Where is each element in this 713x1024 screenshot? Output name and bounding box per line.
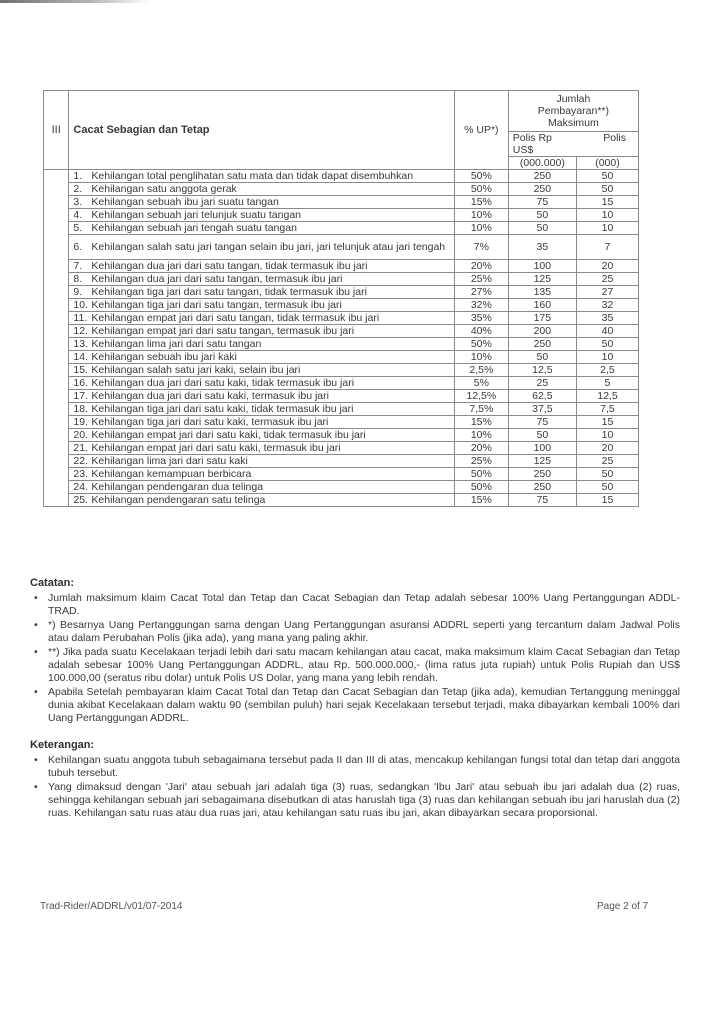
catatan-item: [30, 619, 680, 645]
section-number: III: [44, 91, 69, 170]
table-row: [44, 338, 639, 351]
us-amount-cell: 10: [576, 209, 638, 222]
pct-cell: 50%: [454, 481, 508, 494]
table-row: [44, 364, 639, 377]
item-number: 5.: [73, 222, 83, 234]
item-cell: [69, 222, 454, 235]
item-description: Kehilangan sebuah jari tengah suatu tangan: [91, 222, 297, 234]
table-row: [44, 273, 639, 286]
pct-cell: 7,5%: [454, 403, 508, 416]
rp-amount-cell: 50: [508, 222, 576, 235]
rp-amount-cell: 37,5: [508, 403, 576, 416]
item-cell: [69, 312, 454, 325]
rp-amount-cell: 250: [508, 481, 576, 494]
rp-amount-cell: 100: [508, 260, 576, 273]
us-amount-cell: 35: [576, 312, 638, 325]
item-description: Kehilangan lima jari dari satu kaki: [91, 455, 248, 467]
item-description: Kehilangan pendengaran dua telinga: [91, 481, 264, 493]
item-cell: [69, 325, 454, 338]
amount-header: [508, 91, 638, 132]
item-cell: [69, 170, 454, 183]
item-description: Kehilangan dua jari dari satu tangan, tidak termasuk ibu jari: [91, 260, 368, 272]
pct-cell: 25%: [454, 455, 508, 468]
item-number: 18.: [73, 403, 89, 415]
table-row: [44, 429, 639, 442]
item-number: 16.: [73, 377, 89, 389]
pct-cell: 27%: [454, 286, 508, 299]
us-amount-cell: 32: [576, 299, 638, 312]
catatan-section: [30, 577, 680, 726]
item-number: 8.: [73, 273, 83, 285]
col-rp-label-1: Polis Rp: [512, 132, 552, 144]
catatan-item-text: **) Jika pada suatu Kecelakaan terjadi lebih dari satu macam kehilangan atau cacat, maka maksimum klaim Cacat Sebagian dan Tetap adalah sebesar 100% Uang Pertanggungan ADDRL, atau Rp. 500.000.000,- (lima ratus juta rupiah) untuk Polis Rupiah dan US$ 100.000,00 (seratus ribu dolar) untuk Polis US Dolar, yang mana yang lebih rendah.: [48, 646, 680, 684]
pct-cell: 10%: [454, 209, 508, 222]
item-description: Kehilangan total penglihatan satu mata dan tidak dapat disembuhkan: [91, 170, 414, 182]
pct-cell: 50%: [454, 183, 508, 196]
item-number: 19.: [73, 416, 89, 428]
keterangan-item-text: Kehilangan suatu anggota tubuh sebagaimana tersebut pada II dan III di atas, mencakup kehilangan fungsi total dan tetap dari anggota tubuh tersebut.: [48, 754, 680, 779]
pct-cell: 10%: [454, 429, 508, 442]
rp-amount-cell: 12,5: [508, 364, 576, 377]
item-number: 15.: [73, 364, 89, 376]
us-amount-cell: 5: [576, 377, 638, 390]
item-number: 23.: [73, 468, 89, 480]
pct-cell: 7%: [454, 235, 508, 260]
rp-amount-cell: 25: [508, 377, 576, 390]
item-number: 21.: [73, 442, 89, 454]
item-description: Kehilangan pendengaran satu telinga: [91, 494, 266, 506]
item-number: 24.: [73, 481, 89, 493]
item-cell: [69, 183, 454, 196]
item-number: 12.: [73, 325, 89, 337]
table-row: [44, 416, 639, 429]
item-number: 2.: [73, 183, 83, 195]
us-amount-cell: 20: [576, 442, 638, 455]
item-number: 10.: [73, 299, 89, 311]
item-description: Kehilangan salah satu jari kaki, selain ibu jari: [91, 364, 301, 376]
keterangan-item-text: Yang dimaksud dengan 'Jari' atau sebuah jari adalah tiga (3) ruas, sedangkan 'Ibu Jari' atau sebuah ibu jari adalah dua (2) ruas, sehingga kehilangan sebuah jari sebagaimana disebutkan di atas haruslah tiga (3) ruas dan kehilangan sebuah ibu jari haruslah dua (2) ruas. Kehilangan satu ruas atau dua ruas jari, atau kehilangan satu ruas ibu jari, akan dibayarkan secara proporsional.: [48, 781, 680, 819]
keterangan-section: [30, 739, 680, 821]
section-number-spacer: [44, 170, 69, 507]
bullet-icon: •: [34, 781, 38, 793]
item-cell: [69, 338, 454, 351]
rp-amount-cell: 175: [508, 312, 576, 325]
pct-cell: 50%: [454, 338, 508, 351]
rp-amount-cell: 62,5: [508, 390, 576, 403]
us-amount-cell: 50: [576, 338, 638, 351]
pct-cell: 15%: [454, 416, 508, 429]
table-row: [44, 312, 639, 325]
us-amount-cell: 50: [576, 468, 638, 481]
us-amount-cell: 25: [576, 273, 638, 286]
footer-page-number: Page 2 of 7: [597, 901, 649, 912]
catatan-item: [30, 646, 680, 685]
keterangan-list: [30, 754, 680, 820]
item-cell: [69, 481, 454, 494]
item-description: Kehilangan sebuah jari telunjuk suatu tangan: [91, 209, 301, 221]
item-description: Kehilangan dua jari dari satu tangan, termasuk ibu jari: [91, 273, 343, 285]
us-amount-cell: 7,5: [576, 403, 638, 416]
rp-amount-cell: 50: [508, 351, 576, 364]
us-amount-cell: 10: [576, 429, 638, 442]
col-us-label: Polis: [603, 132, 626, 144]
keterangan-item: [30, 781, 680, 820]
item-description: Kehilangan tiga jari dari satu tangan, tidak termasuk ibu jari: [91, 286, 367, 298]
table-row: [44, 260, 639, 273]
rp-amount-cell: 250: [508, 338, 576, 351]
table-row: [44, 286, 639, 299]
item-number: 25.: [73, 494, 89, 506]
catatan-title: Catatan:: [30, 577, 75, 589]
table-row: [44, 222, 639, 235]
pct-cell: 12,5%: [454, 390, 508, 403]
pct-cell: 50%: [454, 170, 508, 183]
col-rp-label-2: US$: [512, 144, 534, 156]
item-cell: [69, 403, 454, 416]
table-row: [44, 390, 639, 403]
us-amount-cell: 50: [576, 183, 638, 196]
bullet-icon: •: [34, 592, 38, 604]
rp-amount-cell: 125: [508, 455, 576, 468]
item-cell: [69, 286, 454, 299]
catatan-list: [30, 592, 680, 725]
rp-amount-cell: 50: [508, 209, 576, 222]
us-amount-cell: 20: [576, 260, 638, 273]
item-description: Kehilangan sebuah ibu jari kaki: [91, 351, 237, 363]
item-cell: [69, 442, 454, 455]
rp-amount-cell: 160: [508, 299, 576, 312]
rp-amount-cell: 125: [508, 273, 576, 286]
item-cell: [69, 416, 454, 429]
table-row: [44, 377, 639, 390]
us-amount-cell: 10: [576, 222, 638, 235]
item-cell: [69, 429, 454, 442]
us-amount-cell: 25: [576, 455, 638, 468]
us-amount-cell: 27: [576, 286, 638, 299]
rp-amount-cell: 250: [508, 468, 576, 481]
table-row: [44, 299, 639, 312]
amount-header-line: Jumlah: [556, 93, 591, 105]
catatan-item-text: *) Besarnya Uang Pertanggungan sama dengan Uang Pertanggungan asuransi ADDRL seperti yang tercantum dalam Jadwal Polis atau dalam Perubahan Polis (jika ada), yang mana yang paling akhir.: [48, 619, 680, 644]
rp-amount-cell: 50: [508, 429, 576, 442]
item-cell: [69, 468, 454, 481]
us-amount-cell: 10: [576, 351, 638, 364]
item-description: Kehilangan dua jari dari satu kaki, tidak termasuk ibu jari: [91, 377, 355, 389]
footer-doc-code: Trad-Rider/ADDRL/v01/07-2014: [40, 901, 183, 912]
item-cell: [69, 364, 454, 377]
item-number: 3.: [73, 196, 83, 208]
rp-amount-cell: 75: [508, 416, 576, 429]
rp-amount-cell: 75: [508, 494, 576, 507]
table-row: [44, 170, 639, 183]
us-amount-cell: 15: [576, 196, 638, 209]
scan-edge: [0, 0, 150, 3]
item-description: Kehilangan tiga jari dari satu kaki, termasuk ibu jari: [91, 416, 329, 428]
item-description: Kehilangan kemampuan berbicara: [91, 468, 252, 480]
item-number: 22.: [73, 455, 89, 467]
pct-header: % UP*): [454, 91, 508, 170]
item-description: Kehilangan empat jari dari satu tangan, termasuk ibu jari: [91, 325, 355, 337]
benefit-table: [43, 90, 639, 507]
pct-cell: 2,5%: [454, 364, 508, 377]
us-amount-cell: 7: [576, 235, 638, 260]
item-description: Kehilangan salah satu jari tangan selain ibu jari, jari telunjuk atau jari tengah: [91, 241, 446, 253]
item-number: 14.: [73, 351, 89, 363]
pct-cell: 10%: [454, 222, 508, 235]
keterangan-item: [30, 754, 680, 780]
pct-cell: 5%: [454, 377, 508, 390]
item-number: 7.: [73, 260, 83, 272]
catatan-item: [30, 592, 680, 618]
amount-header-line: Pembayaran**): [537, 105, 609, 117]
bullet-icon: •: [34, 646, 38, 658]
rp-amount-cell: 135: [508, 286, 576, 299]
table-row: [44, 235, 639, 260]
us-amount-cell: 15: [576, 494, 638, 507]
table-row: [44, 209, 639, 222]
item-number: 13.: [73, 338, 89, 350]
rp-amount-cell: 250: [508, 183, 576, 196]
item-description: Kehilangan lima jari dari satu tangan: [91, 338, 262, 350]
item-cell: [69, 260, 454, 273]
table-row: [44, 481, 639, 494]
item-cell: [69, 209, 454, 222]
item-cell: [69, 390, 454, 403]
us-amount-cell: 12,5: [576, 390, 638, 403]
us-amount-cell: 15: [576, 416, 638, 429]
col-rp-unit: (000.000): [508, 157, 576, 170]
item-cell: [69, 455, 454, 468]
item-description: Kehilangan sebuah ibu jari suatu tangan: [91, 196, 279, 208]
item-description: Kehilangan empat jari dari satu kaki, termasuk ibu jari: [91, 442, 341, 454]
section-title: Cacat Sebagian dan Tetap: [69, 91, 454, 170]
item-number: 17.: [73, 390, 89, 402]
item-description: Kehilangan tiga jari dari satu tangan, termasuk ibu jari: [91, 299, 342, 311]
table-row: [44, 442, 639, 455]
col-us-unit: (000): [576, 157, 638, 170]
item-number: 20.: [73, 429, 89, 441]
pct-cell: 25%: [454, 273, 508, 286]
bullet-icon: •: [34, 686, 38, 698]
item-cell: [69, 235, 454, 260]
amount-header-line: Maksimum: [548, 117, 599, 129]
pct-cell: 20%: [454, 260, 508, 273]
item-cell: [69, 299, 454, 312]
catatan-item-text: Jumlah maksimum klaim Cacat Total dan Tetap dan Cacat Sebagian dan Tetap adalah sebesar 100% Uang Pertanggungan ADDL-TRAD.: [48, 592, 680, 617]
rp-amount-cell: 35: [508, 235, 576, 260]
pct-cell: 35%: [454, 312, 508, 325]
item-cell: [69, 273, 454, 286]
pct-cell: 15%: [454, 196, 508, 209]
bullet-icon: •: [34, 754, 38, 766]
rp-amount-cell: 250: [508, 170, 576, 183]
item-number: 9.: [73, 286, 83, 298]
catatan-item-text: Apabila Setelah pembayaran klaim Cacat Total dan Tetap dan Cacat Sebagian dan Tetap (jika ada), kemudian Tertanggung meninggal dunia akibat Kecelakaan dalam waktu 90 (sembilan puluh) hari sejak Kecelakaan tersebut terjadi, maka dibayarkan kembali 100% dari Uang Pertanggungan ADDRL.: [48, 686, 680, 724]
item-number: 4.: [73, 209, 83, 221]
item-description: Kehilangan empat jari dari satu tangan, tidak termasuk ibu jari: [91, 312, 380, 324]
table-row: [44, 403, 639, 416]
item-cell: [69, 196, 454, 209]
item-description: Kehilangan tiga jari dari satu kaki, tidak termasuk ibu jari: [91, 403, 354, 415]
table-row: [44, 183, 639, 196]
us-amount-cell: 40: [576, 325, 638, 338]
table-row: [44, 351, 639, 364]
table-header-row: [44, 91, 639, 132]
item-cell: [69, 494, 454, 507]
us-amount-cell: 50: [576, 170, 638, 183]
pct-cell: 50%: [454, 468, 508, 481]
keterangan-title: Keterangan:: [30, 739, 95, 751]
bullet-icon: •: [34, 619, 38, 631]
rp-amount-cell: 200: [508, 325, 576, 338]
pct-cell: 32%: [454, 299, 508, 312]
table-row: [44, 455, 639, 468]
pct-cell: 10%: [454, 351, 508, 364]
item-cell: [69, 377, 454, 390]
rp-amount-cell: 100: [508, 442, 576, 455]
item-cell: [69, 351, 454, 364]
us-amount-cell: 2,5: [576, 364, 638, 377]
us-amount-cell: 50: [576, 481, 638, 494]
pct-cell: 20%: [454, 442, 508, 455]
item-number: 11.: [73, 312, 88, 324]
table-row: [44, 325, 639, 338]
catatan-item: [30, 686, 680, 725]
item-description: Kehilangan empat jari dari satu kaki, tidak termasuk ibu jari: [91, 429, 366, 441]
pct-cell: 40%: [454, 325, 508, 338]
item-number: 6.: [73, 241, 83, 253]
currency-header: [508, 132, 638, 157]
table-row: [44, 468, 639, 481]
pct-cell: 15%: [454, 494, 508, 507]
rp-amount-cell: 75: [508, 196, 576, 209]
item-description: Kehilangan dua jari dari satu kaki, termasuk ibu jari: [91, 390, 329, 402]
table-row: [44, 196, 639, 209]
item-number: 1.: [73, 170, 83, 182]
item-description: Kehilangan satu anggota gerak: [91, 183, 237, 195]
table-row: [44, 494, 639, 507]
